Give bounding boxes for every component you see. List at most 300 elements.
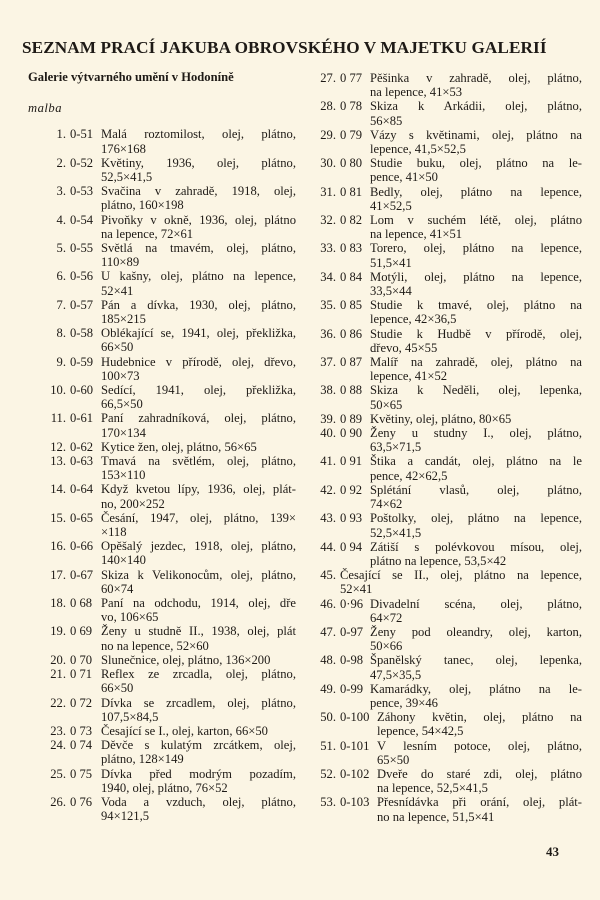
entry-line: Česající se I., olej, karton, 66×50: [101, 723, 268, 738]
entry-description: [101, 383, 296, 411]
entry-line: Skiza k Arkádii, olej, plátno,: [370, 99, 582, 114]
entry-number: 39.: [320, 411, 336, 426]
list-item: [28, 667, 296, 695]
entry-description: [101, 795, 296, 823]
entry-line: Studie buku, olej, plátno na le-: [370, 156, 582, 171]
list-item: [310, 795, 582, 823]
entry-number: 26.: [50, 794, 66, 809]
list-item: [28, 767, 296, 795]
entry-number: 28.: [320, 99, 336, 114]
list-item: [310, 327, 582, 355]
entry-line: 52,5×41,5: [370, 525, 422, 540]
entry-number: 2.: [56, 155, 66, 170]
entry-line: pence, 42×62,5: [370, 468, 448, 483]
inventory-code: 0-59: [70, 354, 94, 369]
inventory-code: 0 84: [340, 269, 363, 284]
entry-description: [370, 213, 582, 241]
inventory-code: 0-62: [70, 439, 94, 454]
inventory-code: 0-103: [340, 795, 370, 810]
entry-line: Děvče s kulatým zrcátkem, olej,: [101, 738, 296, 753]
entry-line: na lepence, 41×51: [370, 227, 463, 242]
entry-line: no na lepence, 52×60: [101, 638, 209, 653]
entry-line: Dveře do staré zdi, olej, plátno: [377, 766, 582, 781]
entry-description: [101, 696, 296, 724]
inventory-code: 0 75: [70, 766, 93, 781]
entry-line: Sedící, 1941, olej, překližka,: [101, 383, 296, 398]
inventory-code: 0-56: [70, 269, 94, 284]
entry-number: 32.: [320, 213, 336, 228]
entry-line: 66×50: [101, 340, 134, 355]
inventory-code: 0 72: [70, 695, 93, 710]
entry-line: 140×140: [101, 553, 146, 568]
inventory-code: 0 77: [340, 71, 363, 85]
list-item: [28, 539, 296, 567]
subsection-heading: malba: [28, 101, 62, 116]
inventory-code: 0-53: [70, 184, 94, 199]
entry-number: 29.: [320, 127, 336, 142]
entry-line: Vázy s květinami, olej, plátno na: [370, 127, 582, 142]
list-item: [28, 184, 296, 212]
list-item: [310, 298, 582, 326]
entry-description: [370, 298, 582, 326]
inventory-code: 0-52: [70, 155, 94, 170]
inventory-code: 0-99: [340, 681, 364, 696]
list-item: [310, 383, 582, 411]
entry-description: [101, 511, 296, 539]
entry-number: 45.: [320, 568, 336, 583]
inventory-code: 0 76: [70, 794, 93, 809]
inventory-code: 0 85: [340, 298, 363, 313]
list-item: [310, 454, 582, 482]
entry-line: 110×89: [101, 255, 140, 270]
entry-description: [101, 411, 296, 439]
inventory-code: 0-67: [70, 567, 94, 582]
entry-number: 17.: [50, 567, 66, 582]
entry-number: 12.: [50, 439, 66, 454]
entry-description: [370, 625, 582, 653]
entry-line: 50×65: [370, 397, 403, 412]
entry-number: 41.: [320, 454, 336, 469]
entry-line: lepence, 41×52: [370, 369, 448, 384]
entry-line: 100×73: [101, 368, 140, 383]
list-item: [310, 128, 582, 156]
list-item: [310, 653, 582, 681]
list-item: [310, 739, 582, 767]
entry-number: 53.: [320, 795, 336, 810]
entry-line: 94×121,5: [101, 809, 150, 824]
entry-description: [340, 568, 582, 596]
list-item: [310, 568, 582, 596]
inventory-code: 0-60: [70, 383, 94, 398]
inventory-code: 0 93: [340, 511, 363, 526]
entry-description: [370, 270, 582, 298]
list-item: [28, 156, 296, 184]
entry-line: plátno, 160×198: [101, 198, 184, 213]
entry-line: Pěšinka v zahradě, olej, plátno,: [370, 71, 582, 85]
inventory-code: 0 87: [340, 355, 363, 370]
entry-line: Česání, 1947, olej, plátno, 139×: [101, 510, 296, 525]
entry-number: 7.: [56, 297, 66, 312]
entry-description: [370, 597, 582, 625]
entry-line: 56×85: [370, 113, 403, 128]
entry-line: Světlá na tmavém, olej, plátno,: [101, 241, 296, 255]
entry-number: 52.: [320, 766, 336, 781]
entry-line: 60×74: [101, 581, 134, 596]
inventory-code: 0-97: [340, 624, 364, 639]
entry-line: Malá roztomilost, olej, plátno,: [101, 127, 296, 142]
entry-line: Studie k tmavé, olej, plátno na: [370, 298, 582, 313]
entry-list-left: [28, 127, 296, 823]
entry-number: 3.: [56, 184, 66, 199]
entry-number: 30.: [320, 156, 336, 171]
inventory-code: 0-51: [70, 127, 94, 142]
list-item: [310, 185, 582, 213]
entry-number: 33.: [320, 241, 336, 256]
entry-line: Pán a dívka, 1930, olej, plátno,: [101, 297, 296, 312]
entry-line: Květiny, 1936, olej, plátno,: [101, 155, 296, 170]
entry-number: 24.: [50, 738, 66, 753]
list-item: [28, 440, 296, 454]
entry-number: 23.: [50, 723, 66, 738]
entry-description: [370, 426, 582, 454]
entry-line: Dívka před modrým pozadím,: [101, 766, 296, 781]
entry-number: 43.: [320, 511, 336, 526]
entry-line: Lom v suchém létě, olej, plátno: [370, 213, 582, 228]
inventory-code: 0 82: [340, 213, 363, 228]
entry-line: Motýli, olej, plátno na lepence,: [370, 269, 582, 284]
entry-description: [101, 738, 296, 766]
entry-line: Přesnídávka při orání, olej, plát-: [377, 795, 582, 810]
entry-line: Štika a candát, olej, plátno na le: [370, 454, 582, 469]
entry-line: Ženy u studny I., olej, plátno,: [370, 426, 582, 441]
entry-line: na lepence, 41×53: [370, 85, 463, 100]
entry-number: 47.: [320, 624, 336, 639]
entry-line: 64×72: [370, 610, 403, 625]
entry-description: [101, 241, 296, 269]
entry-line: Zátiší s polévkovou mísou, olej,: [370, 539, 582, 554]
inventory-code: 0-54: [70, 212, 94, 227]
inventory-code: 0 74: [70, 738, 93, 753]
entry-line: no na lepence, 51,5×41: [377, 809, 495, 824]
entry-line: na lepence, 72×61: [101, 226, 194, 241]
entry-line: 52×41: [340, 582, 373, 597]
entry-line: Tmavá na světlém, olej, plátno,: [101, 454, 296, 469]
list-item: [28, 213, 296, 241]
entry-line: Hudebnice v přírodě, olej, dřevo,: [101, 354, 296, 369]
list-item: [28, 383, 296, 411]
inventory-code: 0-64: [70, 482, 94, 497]
list-item: [310, 511, 582, 539]
entry-line: Slunečnice, olej, plátno, 136×200: [101, 652, 271, 667]
entry-number: 22.: [50, 695, 66, 710]
entry-number: 51.: [320, 738, 336, 753]
entry-line: Studie k Hudbě v přírodě, olej,: [370, 326, 582, 341]
inventory-code: 0 86: [340, 326, 363, 341]
entry-description: [370, 71, 582, 99]
entry-line: Skiza k Velikonocům, olej, plátno,: [101, 567, 296, 582]
entry-description: [370, 653, 582, 681]
list-item: [310, 213, 582, 241]
entry-number: 6.: [56, 269, 66, 284]
entry-number: 37.: [320, 355, 336, 370]
entry-line: lepence, 42×36,5: [370, 312, 457, 327]
entry-description: [101, 127, 296, 155]
left-column: [28, 70, 296, 823]
entry-line: pence, 39×46: [370, 695, 438, 710]
entry-line: Svačina v zahradě, 1918, olej,: [101, 184, 296, 199]
list-item: [310, 355, 582, 383]
inventory-code: 0-66: [70, 539, 94, 554]
entry-description: [101, 298, 296, 326]
entry-description: [370, 412, 582, 426]
entry-description: [370, 128, 582, 156]
entry-description: [101, 213, 296, 241]
entry-line: Španělský tanec, olej, lepenka,: [370, 653, 582, 668]
list-item: [28, 454, 296, 482]
list-item: [28, 355, 296, 383]
inventory-code: 0 88: [340, 383, 363, 398]
entry-line: 63,5×71,5: [370, 440, 422, 455]
entry-line: dřevo, 45×55: [370, 340, 438, 355]
inventory-code: 0 89: [340, 411, 363, 426]
page-number: 43: [546, 844, 559, 859]
entry-number: 40.: [320, 426, 336, 441]
list-item: [310, 625, 582, 653]
entry-number: 15.: [50, 510, 66, 525]
entry-number: 11.: [50, 411, 66, 426]
list-item: [28, 241, 296, 269]
list-item: [28, 795, 296, 823]
inventory-code: 0-55: [70, 241, 94, 255]
gallery-heading: Galerie výtvarného umění v Hodoníně: [28, 70, 234, 84]
inventory-code: 0 90: [340, 426, 363, 441]
inventory-code: 0 80: [340, 156, 363, 171]
list-item: [28, 511, 296, 539]
entry-line: Česající se II., olej, plátno na lepence,: [340, 568, 582, 583]
right-column: [310, 71, 582, 824]
list-item: [28, 482, 296, 510]
entry-number: 8.: [56, 326, 66, 341]
entry-description: [370, 454, 582, 482]
entry-number: 48.: [320, 653, 336, 668]
list-item: [28, 738, 296, 766]
inventory-code: 0-102: [340, 766, 370, 781]
entry-number: 46.: [320, 596, 336, 611]
entry-line: Záhony květin, olej, plátno na: [377, 710, 582, 725]
entry-line: pence, 41×50: [370, 170, 438, 185]
entry-line: 52×41: [101, 283, 134, 298]
entry-line: 153×110: [101, 468, 146, 483]
entry-line: Bedly, olej, plátno na lepence,: [370, 184, 582, 199]
list-item: [28, 568, 296, 596]
entry-description: [370, 682, 582, 710]
entry-line: Paní na odchodu, 1914, olej, dře: [101, 596, 296, 611]
entry-line: Reflex ze zrcadla, olej, plátno,: [101, 667, 296, 682]
entry-number: 27.: [320, 71, 336, 85]
entry-description: [370, 540, 582, 568]
inventory-code: 0 69: [70, 624, 93, 639]
entry-number: 4.: [56, 212, 66, 227]
list-item: [28, 724, 296, 738]
entry-number: 21.: [50, 667, 66, 682]
page-title: SEZNAM PRACÍ JAKUBA OBROVSKÉHO V MAJETKU GALERIÍ: [22, 38, 547, 57]
list-item: [28, 624, 296, 652]
entry-description: [370, 156, 582, 184]
entry-description: [101, 539, 296, 567]
list-item: [310, 540, 582, 568]
entry-line: 50×66: [370, 639, 403, 654]
entry-line: vo, 106×65: [101, 610, 159, 625]
list-item: [28, 298, 296, 326]
entry-description: [370, 383, 582, 411]
entry-line: 41×52,5: [370, 198, 412, 213]
entry-description: [370, 483, 582, 511]
entry-description: [370, 99, 582, 127]
list-item: [310, 270, 582, 298]
inventory-code: 0 79: [340, 127, 363, 142]
entry-description: [101, 767, 296, 795]
entry-number: 10.: [50, 383, 66, 398]
entry-line: Skiza k Neděli, olej, lepenka,: [370, 383, 582, 398]
entry-line: Kytice žen, olej, plátno, 56×65: [101, 439, 257, 454]
inventory-code: 0 91: [340, 454, 363, 469]
list-item: [310, 241, 582, 269]
entry-line: plátno, 128×149: [101, 752, 184, 767]
entry-number: 20.: [50, 652, 66, 667]
entry-line: Oblékající se, 1941, olej, překližka,: [101, 326, 296, 341]
inventory-code: 0·96: [340, 596, 364, 611]
entry-description: [101, 624, 296, 652]
entry-line: Když kvetou lípy, 1936, olej, plát-: [101, 482, 296, 497]
entry-description: [101, 156, 296, 184]
entry-line: lepence, 54×42,5: [377, 724, 464, 739]
entry-line: Malíř na zahradě, olej, plátno na: [370, 355, 582, 370]
list-item: [310, 710, 582, 738]
entry-line: Voda a vzduch, olej, plátno,: [101, 794, 296, 809]
entry-number: 18.: [50, 596, 66, 611]
inventory-code: 0 83: [340, 241, 363, 256]
list-item: [310, 483, 582, 511]
list-item: [28, 326, 296, 354]
list-item: [310, 99, 582, 127]
inventory-code: 0 68: [70, 596, 93, 611]
entry-line: U kašny, olej, plátno na lepence,: [101, 269, 296, 284]
list-item: [28, 411, 296, 439]
inventory-code: 0 78: [340, 99, 363, 114]
entry-number: 1.: [56, 127, 66, 142]
entry-number: 16.: [50, 539, 66, 554]
entry-number: 19.: [50, 624, 66, 639]
inventory-code: 0-63: [70, 454, 94, 469]
entry-line: Paní zahradníková, olej, plátno,: [101, 411, 296, 426]
inventory-code: 0 71: [70, 667, 93, 682]
entry-line: 74×62: [370, 497, 403, 512]
entry-description: [101, 724, 296, 738]
list-item: [310, 682, 582, 710]
list-item: [28, 127, 296, 155]
entry-number: 50.: [320, 710, 336, 725]
entry-description: [101, 184, 296, 212]
entry-description: [101, 440, 296, 454]
list-item: [28, 696, 296, 724]
entry-line: 33,5×44: [370, 284, 412, 299]
entry-line: plátno na lepence, 53,5×42: [370, 553, 507, 568]
entry-description: [377, 795, 582, 823]
entry-line: 52,5×41,5: [101, 169, 153, 184]
inventory-code: 0 73: [70, 723, 93, 738]
entry-line: 51,5×41: [370, 255, 412, 270]
list-item: [310, 71, 582, 99]
entry-line: Květiny, olej, plátno, 80×65: [370, 411, 512, 426]
entry-description: [101, 667, 296, 695]
entry-line: Dívka se zrcadlem, olej, plátno,: [101, 695, 296, 710]
entry-description: [101, 596, 296, 624]
entry-line: 66,5×50: [101, 397, 143, 412]
entry-line: ×118: [101, 525, 127, 540]
entry-line: lepence, 41,5×52,5: [370, 142, 466, 157]
entry-number: 36.: [320, 326, 336, 341]
list-item: [28, 596, 296, 624]
inventory-code: 0 94: [340, 539, 363, 554]
entry-description: [377, 767, 582, 795]
inventory-code: 0 92: [340, 482, 363, 497]
entry-line: Ženy pod oleandry, olej, karton,: [370, 624, 582, 639]
entry-line: 170×134: [101, 425, 146, 440]
entry-list-right: [310, 71, 582, 824]
entry-line: Torero, olej, plátno na lepence,: [370, 241, 582, 256]
entry-line: no, 200×252: [101, 496, 165, 511]
entry-line: V lesním potoce, olej, plátno,: [377, 738, 582, 753]
entry-line: 65×50: [377, 752, 410, 767]
entry-line: 47,5×35,5: [370, 667, 422, 682]
entry-number: 35.: [320, 298, 336, 313]
entry-line: na lepence, 52,5×41,5: [377, 781, 488, 796]
entry-description: [101, 482, 296, 510]
entry-number: 5.: [56, 241, 66, 255]
entry-description: [370, 185, 582, 213]
entry-description: [370, 355, 582, 383]
inventory-code: 0-61: [70, 411, 94, 426]
entry-line: 66×50: [101, 681, 134, 696]
entry-description: [377, 739, 582, 767]
inventory-code: 0 70: [70, 652, 93, 667]
entry-description: [101, 355, 296, 383]
entry-number: 9.: [56, 354, 66, 369]
inventory-code: 0-65: [70, 510, 94, 525]
inventory-code: 0 81: [340, 184, 363, 199]
entry-line: 185×215: [101, 312, 146, 327]
entry-line: Kamarádky, olej, plátno na le-: [370, 681, 582, 696]
entry-line: Poštolky, olej, plátno na lepence,: [370, 511, 582, 526]
entry-line: Splétání vlasů, olej, plátno,: [370, 482, 582, 497]
entry-description: [101, 454, 296, 482]
list-item: [310, 767, 582, 795]
entry-number: 42.: [320, 482, 336, 497]
entry-line: Pivoňky v okně, 1936, olej, plátno: [101, 212, 296, 227]
entry-line: 1940, olej, plátno, 76×52: [101, 780, 228, 795]
entry-number: 31.: [320, 184, 336, 199]
list-item: [310, 597, 582, 625]
entry-line: Divadelní scéna, olej, plátno,: [370, 596, 582, 611]
entry-description: [101, 269, 296, 297]
entry-number: 25.: [50, 766, 66, 781]
list-item: [28, 653, 296, 667]
entry-number: 44.: [320, 539, 336, 554]
entry-description: [370, 327, 582, 355]
entry-description: [101, 326, 296, 354]
entry-number: 34.: [320, 269, 336, 284]
entry-line: 107,5×84,5: [101, 709, 159, 724]
